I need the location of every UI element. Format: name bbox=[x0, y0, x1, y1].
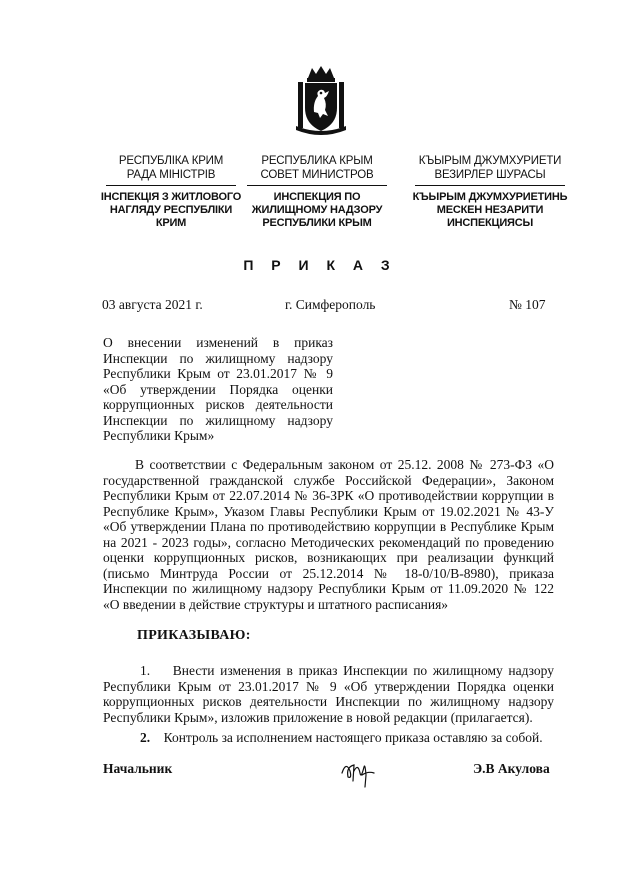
header-right-divider bbox=[415, 185, 565, 186]
order-keyword: ПРИКАЗЫВАЮ: bbox=[137, 628, 251, 643]
header-left-line1: РЕСПУБЛІКА КРИМ bbox=[118, 155, 224, 167]
header-middle-divider bbox=[247, 185, 387, 186]
header-left-line2: РАДА МІНІСТРІВ bbox=[126, 169, 216, 181]
order-item-1-text: Внести изменения в приказ Инспекции по жилищному надзору Республики Крым от 23.01.2017 № 9 «Об утверждении Порядка оценки коррупционных рисков деятельности Инспекции по жилищному надзору Республики Крым», изложив приложение в новой редакции (прилагается). bbox=[103, 663, 555, 725]
header-right-line2: ВЕЗИРЛЕР ШУРАСЫ bbox=[434, 169, 546, 181]
document-type: П Р И К А З bbox=[243, 257, 397, 273]
header-middle-line2: СОВЕТ МИНИСТРОВ bbox=[260, 169, 374, 181]
signature-icon bbox=[338, 753, 378, 791]
header-left-org: ІНСПЕКЦІЯ З ЖИТЛОВОГО НАГЛЯДУ РЕСПУБЛІКИ КРИМ bbox=[100, 191, 242, 229]
signatory-name: Э.В Акулова bbox=[473, 761, 550, 776]
header-middle-line1: РЕСПУБЛИКА КРЫМ bbox=[261, 155, 373, 167]
header-middle-column bbox=[243, 154, 391, 230]
order-subject: О внесении изменений в приказ Инспекции по жилищному надзору Республики Крым от 23.01.2017 № 9 «Об утверждении Порядка оценки коррупционных рисков деятельности Инспекции по жилищному надзору Республики Крым» bbox=[103, 335, 333, 443]
order-date: 03 августа 2021 г. bbox=[102, 297, 203, 312]
order-number: № 107 bbox=[509, 297, 546, 312]
order-place: г. Симферополь bbox=[285, 297, 376, 312]
order-item-2 bbox=[103, 730, 554, 746]
header-middle-org: ИНСПЕКЦИЯ ПО ЖИЛИЩНОМУ НАДЗОРУ РЕСПУБЛИКИ КРЫМ bbox=[251, 191, 383, 229]
order-item-1 bbox=[103, 663, 554, 725]
header-right-line1: КЪЫРЫМ ДЖУМХУРИЕТИ bbox=[418, 155, 562, 167]
header-left-divider bbox=[106, 185, 236, 186]
coat-of-arms-icon bbox=[296, 64, 346, 136]
order-item-1-number: 1. bbox=[140, 663, 151, 678]
header-right-column bbox=[405, 154, 575, 230]
order-item-2-text: Контроль за исполнением настоящего приказа оставляю за собой. bbox=[163, 730, 543, 745]
header-right-org: КЪЫРЫМ ДЖУМХУРИЕТИНЬ МЕСКЕН НЕЗАРИТИ ИНСПЕКЦИЯСЫ bbox=[412, 191, 568, 229]
signatory-title: Начальник bbox=[103, 761, 173, 776]
header-left-column bbox=[96, 154, 246, 230]
order-item-2-number: 2. bbox=[140, 730, 151, 745]
preamble-paragraph: В соответствии с Федеральным законом от 25.12. 2008 № 273-ФЗ «О государственной гражданской службе Российской Федерации», Законом Республики Крым от 22.07.2014 № 36-ЗРК «О противодействии коррупции в Республике Крым», Указом Главы Республики Крым от 19.02.2021 № 43-У «Об утверждении Плана по противодействию коррупции в Республике Крым на 2021 - 2023 годы», согласно Методических рекомендаций по проведению оценки коррупционных рисков, возникающих при реализации функций (письмо Минтруда России от 25.12.2014 № 18-0/10/В-8980), приказа Инспекции по жилищному надзору Республики Крым от 11.09.2020 № 122 «О введении в действие структуры и штатного расписания» bbox=[103, 457, 554, 612]
